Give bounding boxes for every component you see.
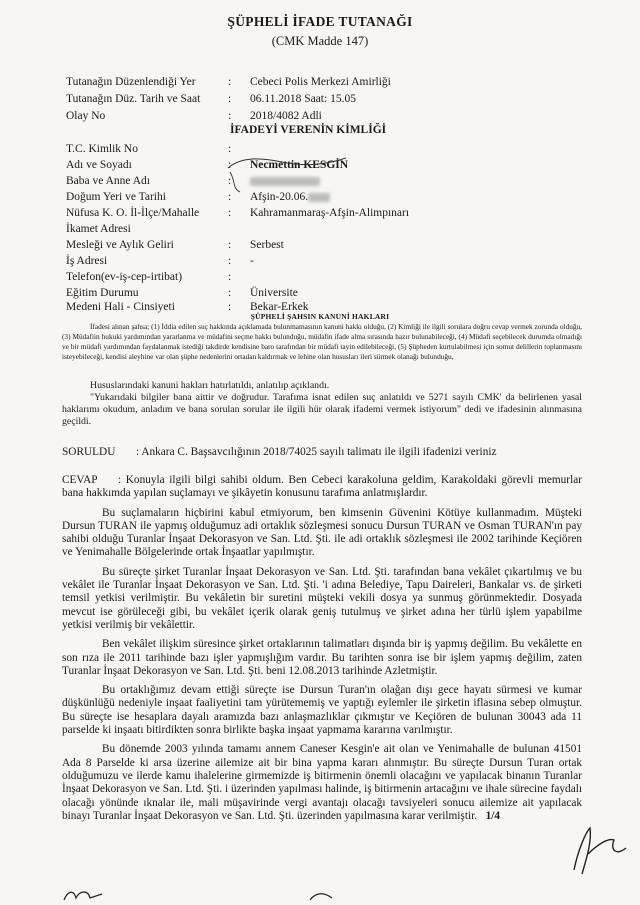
document-subtitle: (CMK Madde 147): [271, 34, 369, 48]
answer-paragraph: Bu süreçte şirket Turanlar İnşaat Dekorasyon ve San. Ltd. Şti. tarafından bana vekâlet çıkartılmış ve bu vekâlet ile Turanlar İnşaat Dekorasyon ve San. Ltd. Şti. 'i adına Belediye, Tapu Daireleri, Bankalar vs. de şirketi temsil yetkisi verilmiştir. Bu vekâletin bir suretini müşteki vekili dosya ya sunmuş görünmektedir. Dosyada mevcut ise görüleceği gibi, bu vekâlet içerik olarak geniş tutulmuş ve şirket adına her türlü işlem yapabilme yetkisi verilmiş bir vekâlettir.: [62, 565, 582, 631]
page-number: 1/4: [485, 809, 500, 822]
identity-row: T.C. Kimlik No :: [66, 143, 232, 155]
identity-row: Medeni Hali - Cinsiyeti : Bekar-Erkek: [66, 301, 309, 313]
field-value: 06.11.2018 Saat: 15.05: [250, 93, 356, 105]
report-info-row: Tutanağın Düz. Tarih ve Saat : 06.11.2018 Saat: 15.05: [66, 93, 356, 105]
identity-heading: İFADEYİ VERENİN KİMLİĞİ: [230, 124, 387, 136]
answer-paragraph: Bu dönemde 2003 yılında tamamı annem Caneser Kesgin'e ait olan ve Yenimahalle de bulunan 41501 Ada 8 Parselde ki arsa üzerine ailemize ait bir bina yapma kararı alınmıştır. Bu süreçte Dursun Turan ortak olduğumuzu ve ilerde kamu ihalelerine girmemizde iş bitirmenin önemli olacağını ve yapılacak binanın Turanlar İnşaat Dekorasyon ve San. Ltd. Şti. i üzerinden yapılması halinde, iş bitirmenin artacağını ve ihale sürecine faydalı olacağı yönünde ıknalar ile, mali müşavirinde vergi avantajı olacağı tavsiyeleri sonucu ailemize ait yapılacak binayı Turanlar İnşaat Dekorasyon ve San. Ltd. Şti. üzerinden yapılmasına karar verilmiştir. 1/4: [62, 743, 582, 822]
redacted-value: [308, 193, 330, 202]
consent-statement: "Yukarıdaki bilgiler bana aittir ve doğrudur. Tarafıma isnat edilen suç anlatıldı ve 5271 sayılı CMK' da belirlenen yasal haklarımı okudum, anladım ve bana sorulan sorular ile ilgili hür olarak ifademi vermek istiyorum" dedi ve ifadesinin alınmasına geçildi.: [62, 392, 582, 427]
identity-row: Nüfusa K. O. İl-İlçe/Mahalle : Kahramanmaraş-Afşin-Alimpınarı: [66, 207, 410, 219]
answer-label: CEVAP: [62, 474, 98, 486]
identity-row: Mesleği ve Aylık Geliri : Serbest: [66, 239, 284, 251]
field-label: Olay No: [66, 110, 106, 122]
answer-paragraph: Ben vekâlet ilişkim süresince şirket ortaklarının talimatları dışında bir iş yapmış değilim. Bu vekâlette en son rıza ile 2011 tarihinde bazı işler yapmışlığım vardır. Bu tarihten sonra ise bir işlem yapmış değilim, zaten Turanlar İnşaat Dekorasyon ve San. Ltd. Şti. beni 12.08.2013 tarihinde Azletmiştir.: [62, 638, 582, 677]
answer-paragraph: Bu ortaklığımız devam ettiği süreçte ise Dursun Turan'ın olağan dışı gece hayatı sürmesi ve kumar düşkünlüğü nedeniyle inşaat faaliyetini tam yürütememiş ve yaptığı eylemler ile şirketin iflasına sebep olmuştur. Bu süreçte ise hesaplara dayalı aramızda bazı anlaşmazlıklar çıkmıştır ve Keçiören de bulunan 30043 ada 11 parselde ki inşaatı bitirdikten sonra birlikte başka inşaat yapmama kararına varılmıştır.: [62, 684, 582, 737]
rights-text: İfadesi alınan şahsa; (1) İddia edilen suç hakkında açıklamada bulunmamasının kanuni hakkı olduğu, (2) Kimliği ile ilgili sorulara doğru cevap vermek zorunda olduğu, (3) Müdafiin hukuki yardımından yararlanma ve müdafini seçme hakkı bulunduğu, müdafin ifade alma sırasında hazır bulunabileceği, (4) Müdafi seçebilecek durumda olmadığı ve bir müdafi yardımından faydalanmak istediği takdirde kendisine baro tarafından bir müdafi tayin edilebileceği, (5) Şüpheden kurtulabilmesi için somut delillerin toplanmasını isteyebileceği, kendisi aleyhine var olan şüphe nedenlerini ortadan kaldırmak ve lehine olan hususları ileri sürmek olanağı bulunduğu,: [62, 322, 582, 361]
initials-signature-icon: [60, 886, 106, 904]
margin-signature-icon: [568, 820, 630, 880]
question-text: : Ankara C. Başsavcılığının 2018/74025 sayılı talimatı ile ilgili ifadenizi veriniz: [136, 446, 497, 458]
field-value: 2018/4082 Adli: [250, 110, 322, 122]
report-info-row: Tutanağın Düzenlendiği Yer : Cebeci Polis Merkezi Amirliği: [66, 76, 391, 88]
report-info-row: Olay No : 2018/4082 Adli: [66, 110, 322, 122]
suspect-name: Necmettin KESGİN: [250, 159, 349, 171]
identity-row: Adı ve Soyadı : Necmettin KESGİN: [66, 159, 349, 171]
identity-row: Baba ve Anne Adı :: [66, 175, 320, 187]
identity-row: İkamet Adresi: [66, 223, 131, 235]
rights-reminded: Hususlarındaki kanuni hakları hatırlatıldı, anlatılıp açıklandı.: [90, 380, 330, 391]
field-value: Cebeci Polis Merkezi Amirliği: [250, 76, 391, 88]
identity-row: Doğum Yeri ve Tarihi : Afşin-20.06.: [66, 191, 330, 203]
question-label: SORULDU: [62, 446, 116, 458]
page-mark-icon: [306, 890, 336, 904]
field-label: Tutanağın Düzenlendiği Yer: [66, 76, 196, 88]
identity-row: İş Adresi : -: [66, 255, 254, 267]
identity-row: Eğitim Durumu : Üniversite: [66, 287, 298, 299]
answer-section: [62, 474, 582, 829]
answer-paragraph: CEVAP : Konuyla ilgili bilgi sahibi oldum. Ben Cebeci karakoluna geldim, Karakoldaki görevli memurlar bana hakkımda yapılan suçlamayı ve şikâyetin konusunu tarafıma anlatmışlardır.: [62, 474, 582, 500]
answer-paragraph: Bu suçlamaların hiçbirini kabul etmiyorum, ben kimsenin Güvenini Kötüye kullanmadım. Müşteki Dursun TURAN ile yapmış olduğumuz adi ortaklık sözleşmesi sonucu Dursun TURAN ve Osman TURAN'ın pay sahibi olduğu Turanlar İnşaat Dekorasyon ve San. Ltd. Şti. ile adi ortaklık sözleşmesi ile 2002 tarihinde Keçiören ve Yenimahalle Bölgelerinde ortak İnşaatlar yapılmıştır.: [62, 506, 582, 559]
field-label: Tutanağın Düz. Tarih ve Saat: [66, 93, 201, 105]
rights-title: ŞÜPHELİ ŞAHSIN KANUNİ HAKLARI: [250, 312, 390, 321]
document-title: ŞÜPHELİ İFADE TUTANAĞI: [227, 14, 413, 29]
question-line: [62, 446, 582, 459]
identity-row: Telefon(ev-iş-cep-irtibat) :: [66, 271, 232, 283]
pen-annotation-icon: [222, 148, 352, 194]
